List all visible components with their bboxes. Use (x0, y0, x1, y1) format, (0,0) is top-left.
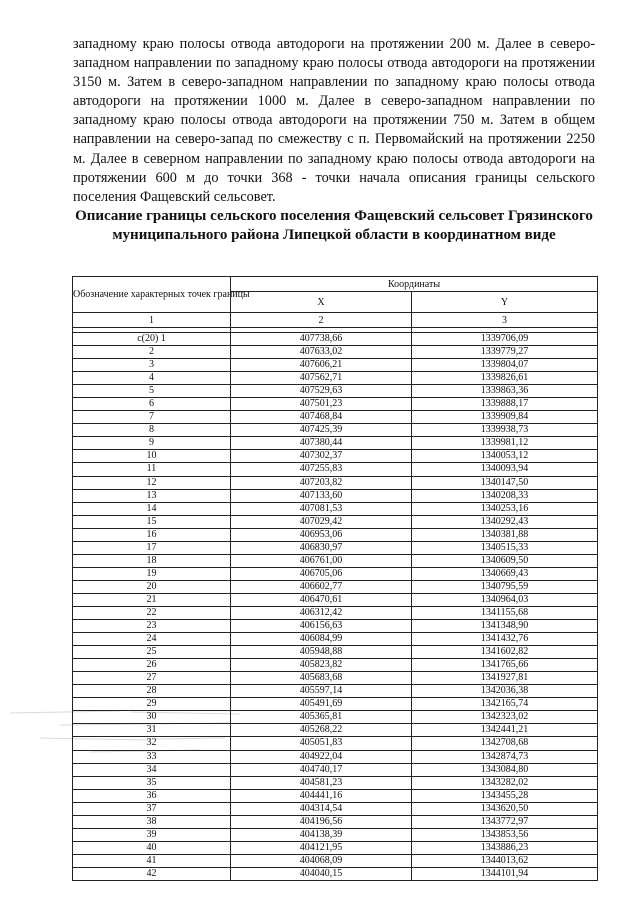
table-row (73, 646, 598, 659)
point-label-cell: с(20) 1 (73, 333, 231, 346)
point-label-cell: 27 (73, 672, 231, 685)
y-coordinate-cell: 1340381,88 (412, 528, 598, 541)
x-coordinate-cell: 407081,53 (231, 502, 412, 515)
point-label-cell: 34 (73, 763, 231, 776)
y-coordinate-cell: 1343282,02 (412, 776, 598, 789)
x-coordinate-cell: 407562,71 (231, 372, 412, 385)
point-label-cell: 35 (73, 776, 231, 789)
x-coordinate-cell: 405051,83 (231, 737, 412, 750)
x-coordinate-cell: 406761,00 (231, 554, 412, 567)
point-label-cell: 10 (73, 450, 231, 463)
table-row (73, 346, 598, 359)
x-coordinate-cell: 407738,66 (231, 333, 412, 346)
coordinates-table (72, 276, 598, 881)
point-label-cell: 23 (73, 620, 231, 633)
point-label-cell: 14 (73, 502, 231, 515)
table-row (73, 580, 598, 593)
point-label-cell: 37 (73, 802, 231, 815)
point-label-cell: 41 (73, 854, 231, 867)
y-coordinate-cell: 1342036,38 (412, 685, 598, 698)
point-label-cell: 21 (73, 593, 231, 606)
y-coordinate-cell: 1343853,56 (412, 828, 598, 841)
point-label-cell: 12 (73, 476, 231, 489)
x-coordinate-cell: 405597,14 (231, 685, 412, 698)
x-coordinate-cell: 404196,56 (231, 815, 412, 828)
point-label-cell: 9 (73, 437, 231, 450)
table-row (73, 372, 598, 385)
y-coordinate-cell: 1339863,36 (412, 385, 598, 398)
body-paragraph: западному краю полосы отвода автодороги на протяжении 200 м. Далее в северо-западном направлении по западному краю полосы отвода автодороги на протяжении 3150 м. Затем в северо-западном направлении по западному краю полосы отвода автодороги на протяжении 1000 м. Далее в северо-западном направлении по западному краю полосы отвода автодороги на протяжении 750 м. Затем в общем направлении на северо-запад по смежеству с п. Первомайский на протяжении 2250 м. Далее в северном направлении по западному краю полосы отвода автодороги на протяжении 600 м до точки 368 - точки начала описания границы сельского поселения Фащевский сельсовет. (73, 36, 595, 205)
point-label-cell: 26 (73, 659, 231, 672)
point-label-cell: 25 (73, 646, 231, 659)
point-label-cell: 24 (73, 633, 231, 646)
point-label-cell: 39 (73, 828, 231, 841)
x-coordinate-cell: 407529,63 (231, 385, 412, 398)
point-label-cell: 33 (73, 750, 231, 763)
point-label-cell: 18 (73, 554, 231, 567)
table-row (73, 567, 598, 580)
y-coordinate-cell: 1339804,07 (412, 359, 598, 372)
col-header-y: Y (412, 292, 598, 313)
table-body (73, 333, 598, 881)
point-label-cell: 40 (73, 841, 231, 854)
col-number-2: 2 (231, 313, 412, 328)
col-header-coordinates: Координаты (231, 277, 598, 292)
x-coordinate-cell: 407255,83 (231, 463, 412, 476)
y-coordinate-cell: 1339706,09 (412, 333, 598, 346)
table-row (73, 828, 598, 841)
point-label-cell: 6 (73, 398, 231, 411)
y-coordinate-cell: 1341602,82 (412, 646, 598, 659)
point-label-cell: 32 (73, 737, 231, 750)
y-coordinate-cell: 1341432,76 (412, 633, 598, 646)
point-label-cell: 19 (73, 567, 231, 580)
x-coordinate-cell: 406084,99 (231, 633, 412, 646)
section-heading: Описание границы сельского поселения Фащевский сельсовет Грязинского муниципального района Липецкой области в координатном виде (75, 208, 593, 243)
point-label-cell: 42 (73, 867, 231, 880)
table-row (73, 528, 598, 541)
table-row (73, 750, 598, 763)
point-label-cell: 16 (73, 528, 231, 541)
y-coordinate-cell: 1340795,59 (412, 580, 598, 593)
point-label-cell: 38 (73, 815, 231, 828)
point-label-cell: 3 (73, 359, 231, 372)
x-coordinate-cell: 405365,81 (231, 711, 412, 724)
y-coordinate-cell: 1339826,61 (412, 372, 598, 385)
table-row (73, 802, 598, 815)
x-coordinate-cell: 404040,15 (231, 867, 412, 880)
table-row (73, 620, 598, 633)
y-coordinate-cell: 1343886,23 (412, 841, 598, 854)
table-row (73, 502, 598, 515)
y-coordinate-cell: 1340053,12 (412, 450, 598, 463)
x-coordinate-cell: 404581,23 (231, 776, 412, 789)
table-row (73, 606, 598, 619)
x-coordinate-cell: 405823,82 (231, 659, 412, 672)
y-coordinate-cell: 1339981,12 (412, 437, 598, 450)
table-row (73, 698, 598, 711)
y-coordinate-cell: 1343772,97 (412, 815, 598, 828)
point-label-cell: 4 (73, 372, 231, 385)
point-label-cell: 29 (73, 698, 231, 711)
x-coordinate-cell: 406156,63 (231, 620, 412, 633)
table-row (73, 789, 598, 802)
point-label-cell: 31 (73, 724, 231, 737)
y-coordinate-cell: 1342323,02 (412, 711, 598, 724)
point-label-cell: 22 (73, 606, 231, 619)
x-coordinate-cell: 407425,39 (231, 424, 412, 437)
y-coordinate-cell: 1343455,28 (412, 789, 598, 802)
point-label-cell: 36 (73, 789, 231, 802)
y-coordinate-cell: 1341765,66 (412, 659, 598, 672)
point-label-cell: 8 (73, 424, 231, 437)
x-coordinate-cell: 405683,68 (231, 672, 412, 685)
y-coordinate-cell: 1340669,43 (412, 567, 598, 580)
x-coordinate-cell: 406602,77 (231, 580, 412, 593)
y-coordinate-cell: 1340292,43 (412, 515, 598, 528)
y-coordinate-cell: 1341155,68 (412, 606, 598, 619)
y-coordinate-cell: 1342708,68 (412, 737, 598, 750)
point-label-cell: 11 (73, 463, 231, 476)
y-coordinate-cell: 1339779,27 (412, 346, 598, 359)
x-coordinate-cell: 407468,84 (231, 411, 412, 424)
y-coordinate-cell: 1343620,50 (412, 802, 598, 815)
x-coordinate-cell: 407133,60 (231, 489, 412, 502)
table-row (73, 776, 598, 789)
table-row (73, 437, 598, 450)
point-label-cell: 5 (73, 385, 231, 398)
col-header-x: X (231, 292, 412, 313)
point-label-cell: 13 (73, 489, 231, 502)
x-coordinate-cell: 407501,23 (231, 398, 412, 411)
x-coordinate-cell: 406705,06 (231, 567, 412, 580)
y-coordinate-cell: 1344101,94 (412, 867, 598, 880)
y-coordinate-cell: 1343084,80 (412, 763, 598, 776)
x-coordinate-cell: 405948,88 (231, 646, 412, 659)
x-coordinate-cell: 405491,69 (231, 698, 412, 711)
table-row (73, 476, 598, 489)
x-coordinate-cell: 406830,97 (231, 541, 412, 554)
y-coordinate-cell: 1340609,50 (412, 554, 598, 567)
table-row (73, 489, 598, 502)
y-coordinate-cell: 1341927,81 (412, 672, 598, 685)
x-coordinate-cell: 404068,09 (231, 854, 412, 867)
table-row (73, 685, 598, 698)
x-coordinate-cell: 407380,44 (231, 437, 412, 450)
y-coordinate-cell: 1342874,73 (412, 750, 598, 763)
point-label-cell: 20 (73, 580, 231, 593)
y-coordinate-cell: 1341348,90 (412, 620, 598, 633)
table-row (73, 711, 598, 724)
y-coordinate-cell: 1342165,74 (412, 698, 598, 711)
x-coordinate-cell: 404441,16 (231, 789, 412, 802)
table-row (73, 659, 598, 672)
table-row (73, 841, 598, 854)
x-coordinate-cell: 404740,17 (231, 763, 412, 776)
table-row (73, 450, 598, 463)
y-coordinate-cell: 1340964,03 (412, 593, 598, 606)
x-coordinate-cell: 407606,21 (231, 359, 412, 372)
table-row (73, 333, 598, 346)
y-coordinate-cell: 1340147,50 (412, 476, 598, 489)
x-coordinate-cell: 405268,22 (231, 724, 412, 737)
table-row (73, 763, 598, 776)
point-label-cell: 15 (73, 515, 231, 528)
x-coordinate-cell: 404138,39 (231, 828, 412, 841)
col-number-1: 1 (73, 313, 231, 328)
x-coordinate-cell: 404922,04 (231, 750, 412, 763)
x-coordinate-cell: 407633,02 (231, 346, 412, 359)
y-coordinate-cell: 1340093,94 (412, 463, 598, 476)
table-row (73, 411, 598, 424)
y-coordinate-cell: 1340208,33 (412, 489, 598, 502)
table-row (73, 385, 598, 398)
point-label-cell: 7 (73, 411, 231, 424)
table-row (73, 854, 598, 867)
y-coordinate-cell: 1344013,62 (412, 854, 598, 867)
y-coordinate-cell: 1339909,84 (412, 411, 598, 424)
point-label-cell: 28 (73, 685, 231, 698)
y-coordinate-cell: 1339888,17 (412, 398, 598, 411)
y-coordinate-cell: 1340253,16 (412, 502, 598, 515)
table-row (73, 867, 598, 880)
x-coordinate-cell: 407203,82 (231, 476, 412, 489)
x-coordinate-cell: 406953,06 (231, 528, 412, 541)
x-coordinate-cell: 404121,95 (231, 841, 412, 854)
table-row (73, 724, 598, 737)
x-coordinate-cell: 407302,37 (231, 450, 412, 463)
x-coordinate-cell: 406312,42 (231, 606, 412, 619)
x-coordinate-cell: 406470,61 (231, 593, 412, 606)
point-label-cell: 17 (73, 541, 231, 554)
table-row (73, 672, 598, 685)
point-label-cell: 2 (73, 346, 231, 359)
table-row (73, 633, 598, 646)
table-row (73, 815, 598, 828)
table-row (73, 398, 598, 411)
point-label-cell: 30 (73, 711, 231, 724)
col-number-3: 3 (412, 313, 598, 328)
table-row (73, 737, 598, 750)
x-coordinate-cell: 404314,54 (231, 802, 412, 815)
table-row (73, 463, 598, 476)
x-coordinate-cell: 407029,42 (231, 515, 412, 528)
y-coordinate-cell: 1339938,73 (412, 424, 598, 437)
table-row (73, 359, 598, 372)
table-row (73, 541, 598, 554)
y-coordinate-cell: 1340515,33 (412, 541, 598, 554)
table-row (73, 424, 598, 437)
y-coordinate-cell: 1342441,21 (412, 724, 598, 737)
table-row (73, 593, 598, 606)
table-row (73, 554, 598, 567)
table-row (73, 515, 598, 528)
col-header-points: Обозначение характерных точек границы (73, 277, 231, 313)
